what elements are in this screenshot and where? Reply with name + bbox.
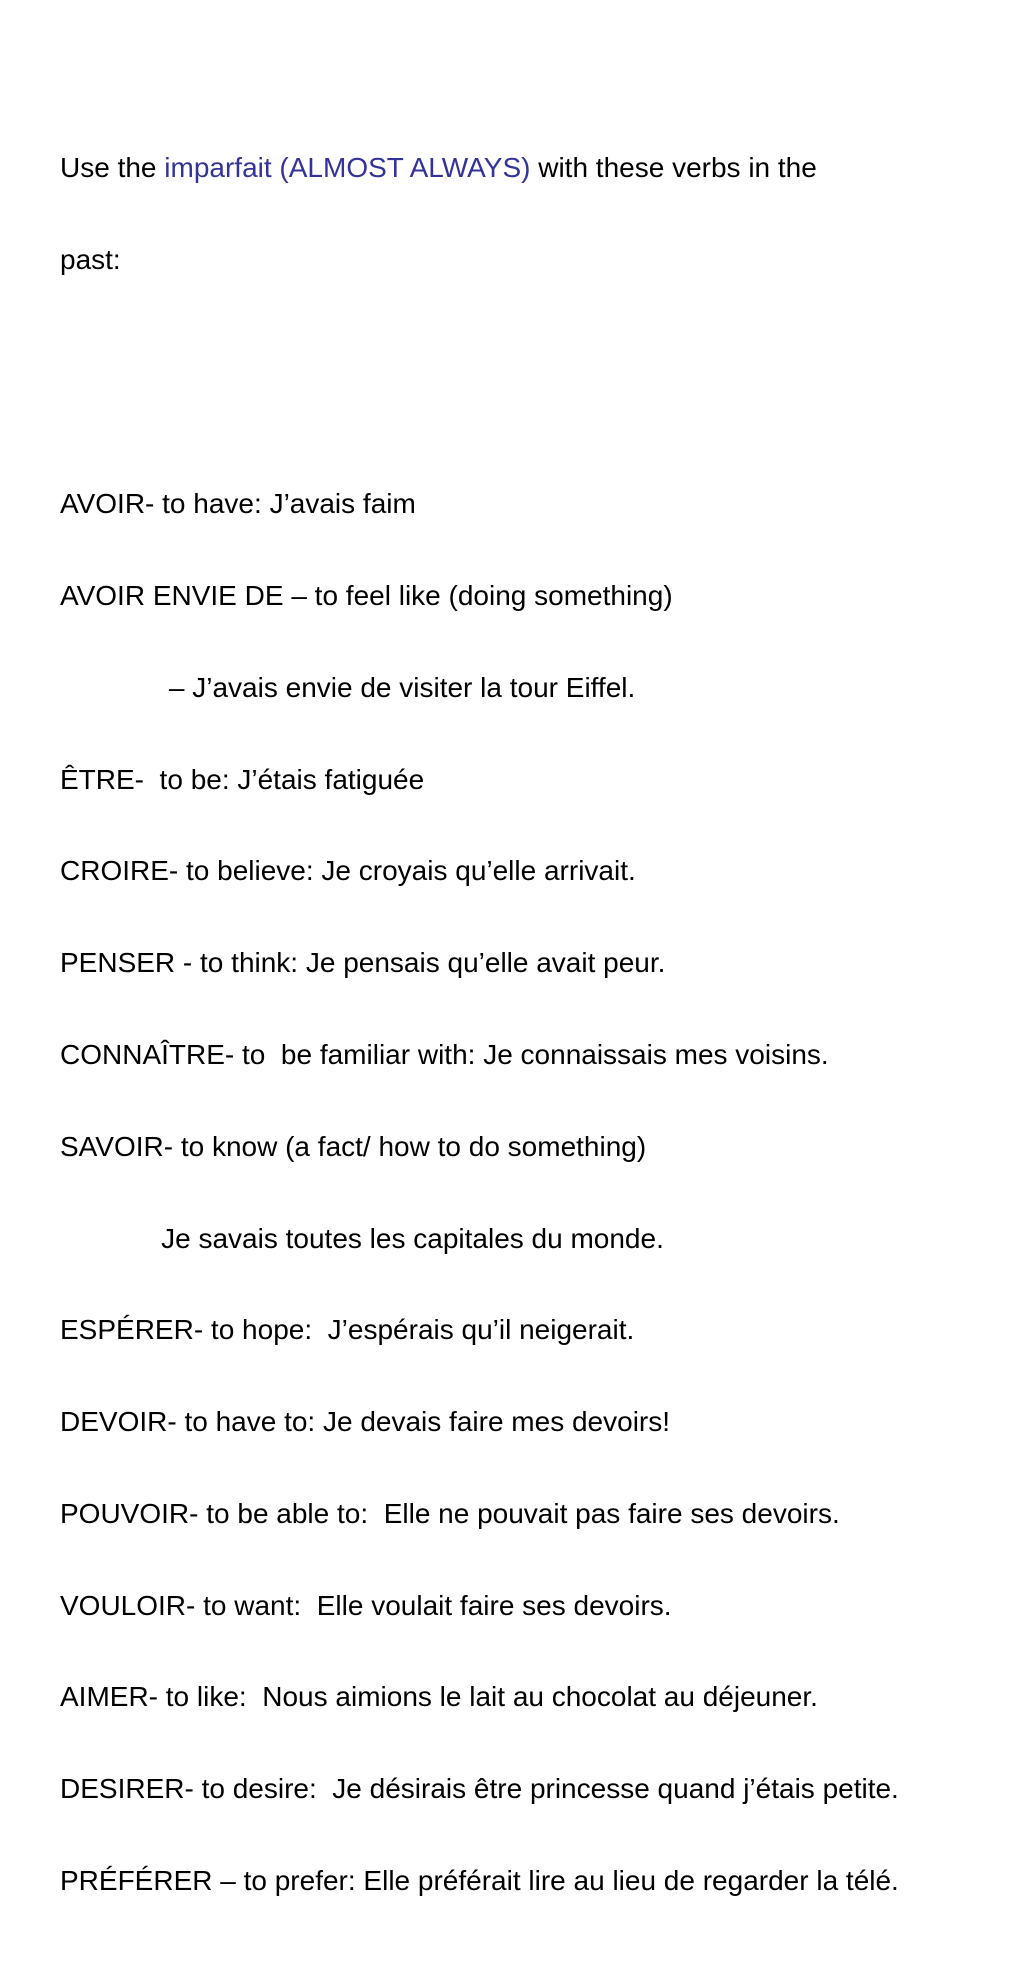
verb-line-savoir: SAVOIR- to know (a fact/ how to do something) [60,1130,647,1162]
intro-prefix: Use the [60,151,165,183]
verb-line-croire: CROIRE- to believe: Je croyais qu’elle arrivait. [60,855,636,887]
slide-text-block [60,61,1010,1988]
verb-line-vouloir: VOULOIR- to want: Elle voulait faire ses devoirs. [60,1589,672,1621]
verb-line-penser: PENSER - to think: Je pensais qu’elle avait peur. [60,947,666,979]
verb-line-aimer: AIMER- to like: Nous aimions le lait au chocolat au déjeuner. [60,1681,818,1713]
intro-line-2: past: [60,243,121,275]
verb-line-connaitre: CONNAÎTRE- to be familiar with: Je connaissais mes voisins. [60,1039,829,1070]
verb-line-devoir: DEVOIR- to have to: Je devais faire mes devoirs! [60,1406,671,1438]
verb-line-avoir: AVOIR- to have: J’avais faim [60,488,416,520]
verb-line-avoir-envie-example: – J’avais envie de visiter la tour Eiffel. [60,671,636,703]
verb-line-savoir-example: Je savais toutes les capitales du monde. [60,1222,664,1254]
verb-line-esperer: ESPÉRER- to hope: J’espérais qu’il neigerait. [60,1314,635,1346]
blank-line [60,367,1010,398]
intro-line-1 [60,153,1010,184]
imparfait-highlight: imparfait (ALMOST ALWAYS) [164,151,531,183]
verb-line-pouvoir: POUVOIR- to be able to: Elle ne pouvait pas faire ses devoirs. [60,1497,840,1529]
intro-suffix: with these verbs in the [530,151,817,183]
verb-line-preferer: PRÉFÉRER – to prefer: Elle préférait lire au lieu de regarder la télé. [60,1865,899,1897]
verb-line-etre: ÊTRE- to be: J’étais fatiguée [60,763,425,795]
verb-line-avoir-envie-de: AVOIR ENVIE DE – to feel like (doing something) [60,580,673,612]
verb-line-desirer: DESIRER- to desire: Je désirais être princesse quand j’étais petite. [60,1773,899,1805]
